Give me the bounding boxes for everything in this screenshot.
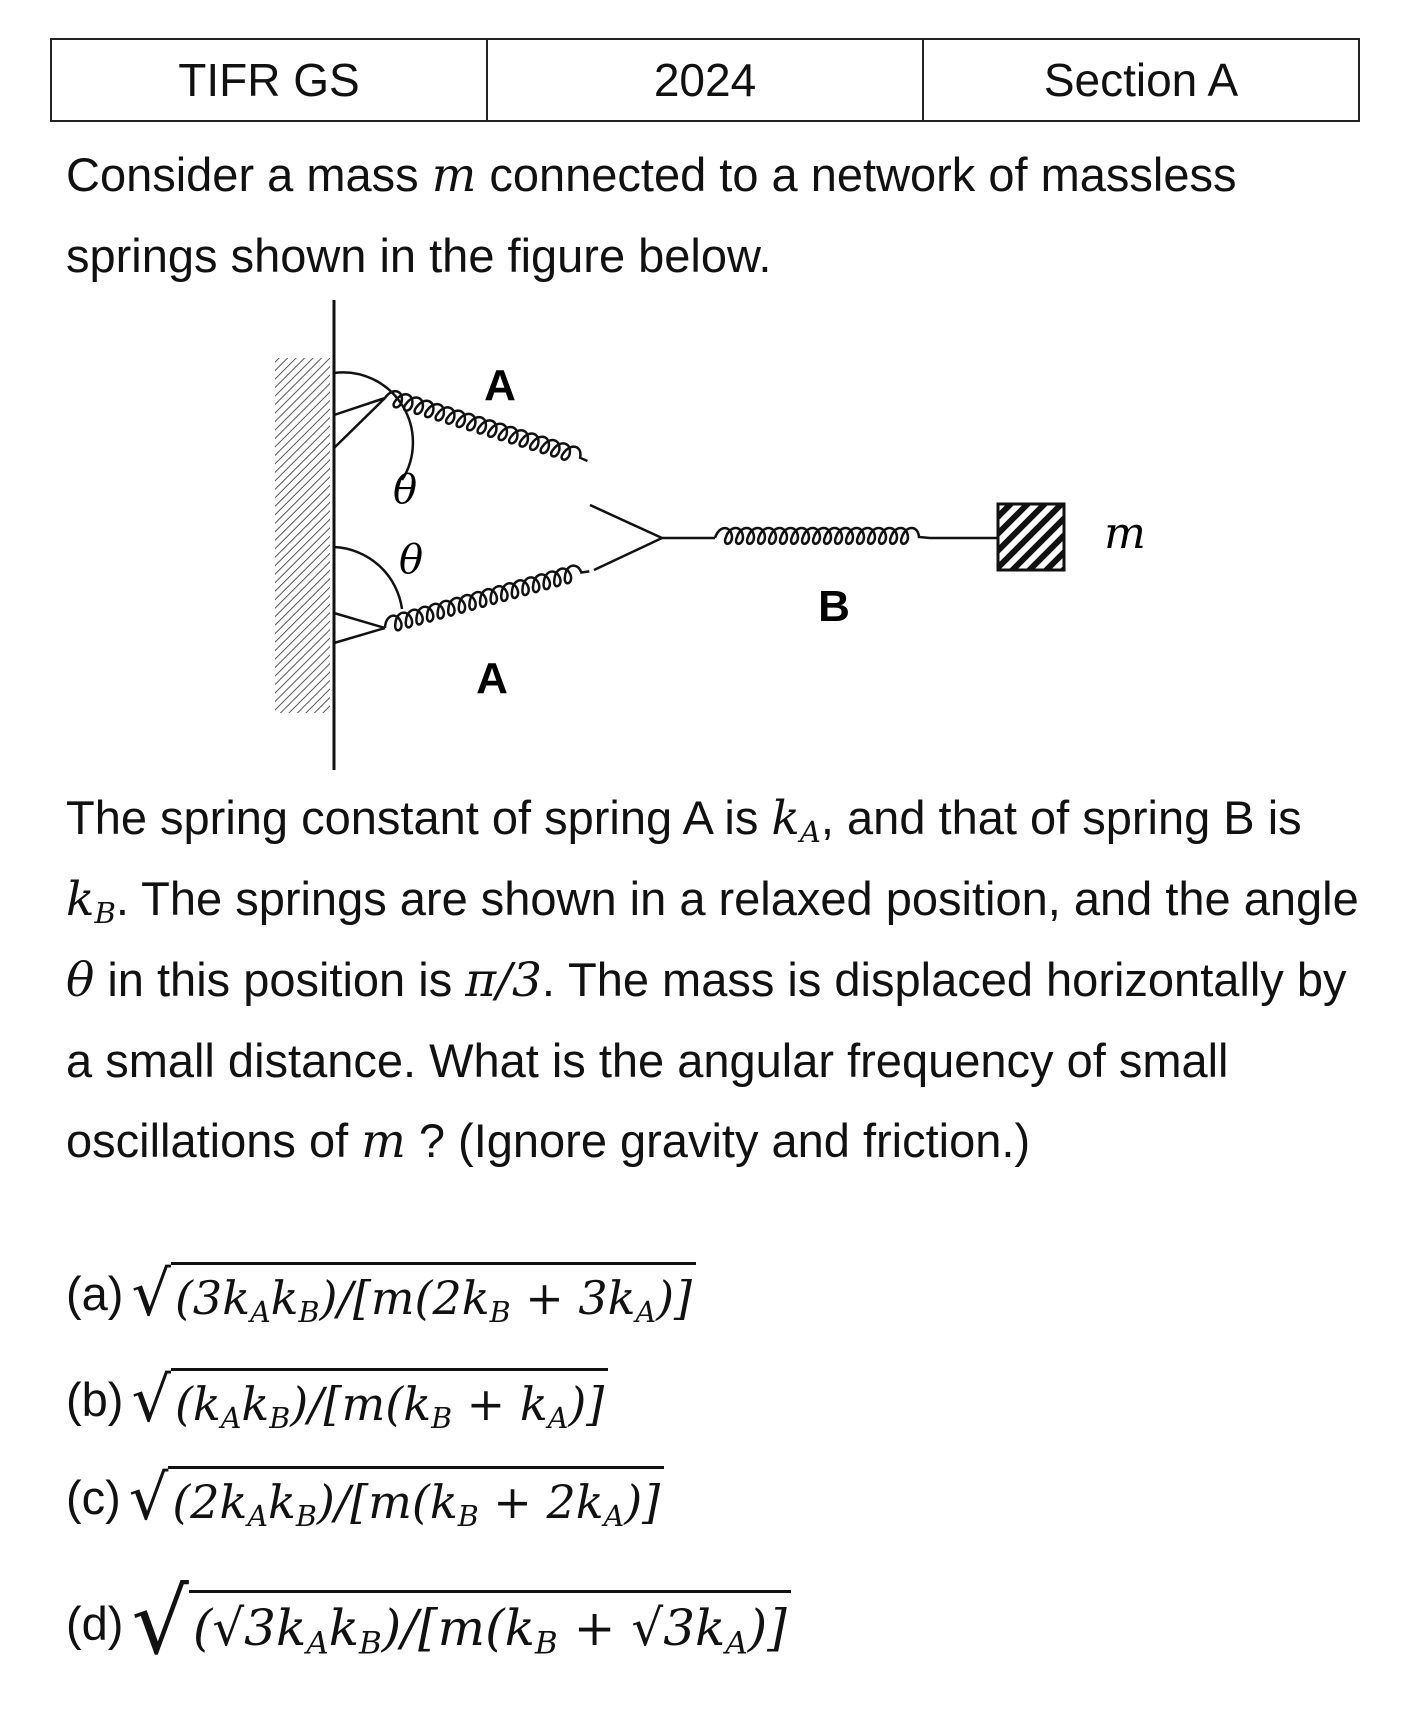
spring-a-upper bbox=[334, 388, 662, 538]
option-d[interactable] bbox=[66, 1570, 791, 1675]
spring-b bbox=[662, 528, 998, 544]
radical-sign: √ bbox=[131, 1362, 171, 1436]
wall bbox=[275, 358, 330, 713]
spring-b-label: B bbox=[818, 582, 850, 631]
mass-symbol: m bbox=[431, 148, 477, 203]
option-b-formula: $(k_Ak_B)/[m(k_B + k_A)]$ bbox=[171, 1368, 608, 1431]
intro-text: Consider a mass m connected to a network of massless springs shown in the figure below. bbox=[66, 148, 1237, 282]
header-year: 2024 bbox=[486, 40, 922, 120]
option-c-formula: $(2k_Ak_B)/[m(k_B + 2k_A)]$ bbox=[168, 1466, 664, 1529]
spring-a-lower bbox=[334, 538, 662, 643]
option-c-label: (c) bbox=[66, 1471, 121, 1524]
angle-upper-label: θ bbox=[392, 467, 418, 513]
option-a-label: (a) bbox=[66, 1267, 124, 1320]
option-d-label: (d) bbox=[66, 1596, 124, 1650]
angle-arc-upper bbox=[334, 372, 413, 480]
option-d-formula: $(√3k_Ak_B)/[m(k_B + √3k_A)]$ bbox=[189, 1590, 791, 1657]
spring-figure bbox=[0, 0, 1418, 800]
option-c[interactable] bbox=[66, 1460, 664, 1534]
radical-sign: √ bbox=[128, 1460, 169, 1534]
option-b-label: (b) bbox=[66, 1373, 124, 1426]
mass-block bbox=[998, 504, 1064, 570]
spring-a-lower-label: A bbox=[476, 654, 508, 703]
option-a-formula: $(3k_Ak_B)/[m(2k_B + 3k_A)]$ bbox=[171, 1262, 696, 1325]
spring-a-upper-label: A bbox=[484, 361, 516, 410]
radical-sign: √ bbox=[131, 1570, 189, 1675]
header-exam: TIFR GS bbox=[178, 54, 360, 106]
mass-label: m bbox=[1104, 508, 1146, 559]
option-a[interactable] bbox=[66, 1256, 696, 1330]
angle-lower-label: θ bbox=[398, 537, 424, 583]
radical-sign: √ bbox=[131, 1256, 171, 1330]
question-text: The spring constant of spring A is $k_A$, and that of spring B is $k_B$. The springs are shown in a relaxed position, and the angle θ in this position is π/3. The mass is displaced horizontally by a small distance. What is the angular frequency of small oscillations of m ? (Ignore gravity and friction.) bbox=[66, 791, 1359, 1169]
angle-arc-lower bbox=[334, 547, 402, 609]
option-b[interactable] bbox=[66, 1362, 608, 1436]
header-section: Section A bbox=[922, 40, 1358, 120]
